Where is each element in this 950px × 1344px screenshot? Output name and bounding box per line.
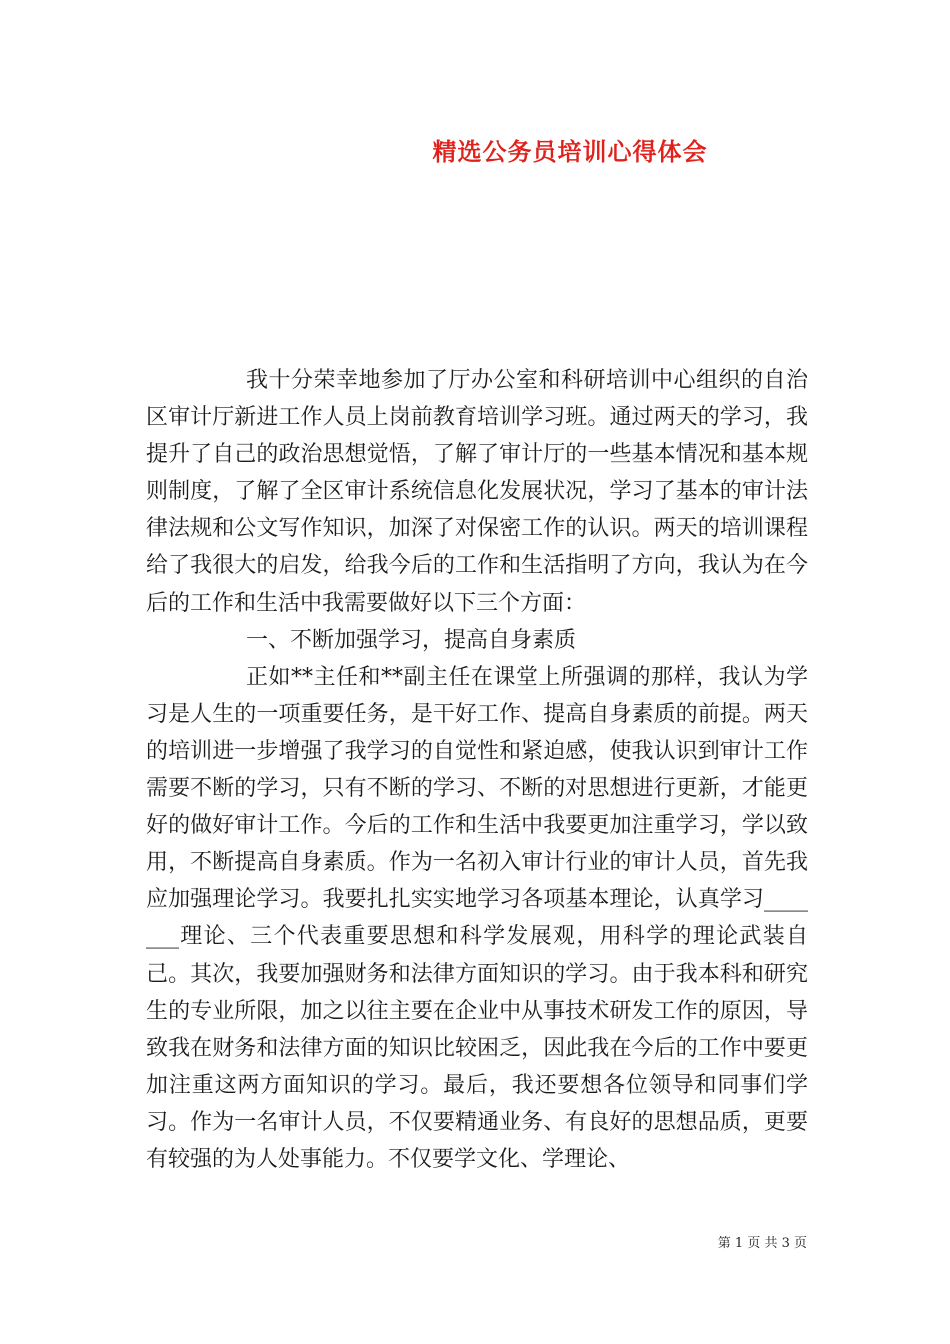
document-title: 精选公务员培训心得体会 [432,137,708,166]
intro-paragraph: 我十分荣幸地参加了厅办公室和科研培训中心组织的自治区审计厅新进工作人员上岗前教育培训学习班。通过两天的学习，我提升了自己的政治思想觉悟，了解了审计厅的一些基本情况和基本规则制度，了解了全区审计系统信息化发展状况，学习了基本的审计法律法规和公文写作知识，加深了对保密工作的认识。两天的培训课程给了我很大的启发，给我今后的工作和生活指明了方向，我认为在今后的工作和生活中我需要做好以下三个方面： [146,368,808,616]
section-heading: 一、不断加强学习，提高自身素质 [246,627,577,653]
document-body [146,362,808,1178]
body-paragraph: 正如**主任和**副主任在课堂上所强调的那样，我认为学习是人生的一项重要任务，是干好工作、提高自身素质的前提。两天的培训进一步增强了我学习的自觉性和紧迫感，使我认识到审计工作需要不断的学习，只有不断的学习、不断的对思想进行更新，才能更好的做好审计工作。今后的工作和生活中我要更加注重学习，学以致用，不断提高自身素质。作为一名初入审计行业的审计人员，首先我应加强理论学习。我要扎扎实实地学习各项基本理论，认真学习_______理论、三个代表重要思想和科学发展观，用科学的理论武装自己。其次，我要加强财务和法律方面知识的学习。由于我本科和研究生的专业所限，加之以往主要在企业中从事技术研发工作的原因，导致我在财务和法律方面的知识比较困乏，因此我在今后的工作中要更加注重这两方面知识的学习。最后，我还要想各位领导和同事们学习。作为一名审计人员，不仅要精通业务、有良好的思想品质，更要有较强的为人处事能力。不仅要学文化、学理论、 [146,664,808,1172]
page-number: 第 1 页 共 3 页 [717,1236,807,1251]
